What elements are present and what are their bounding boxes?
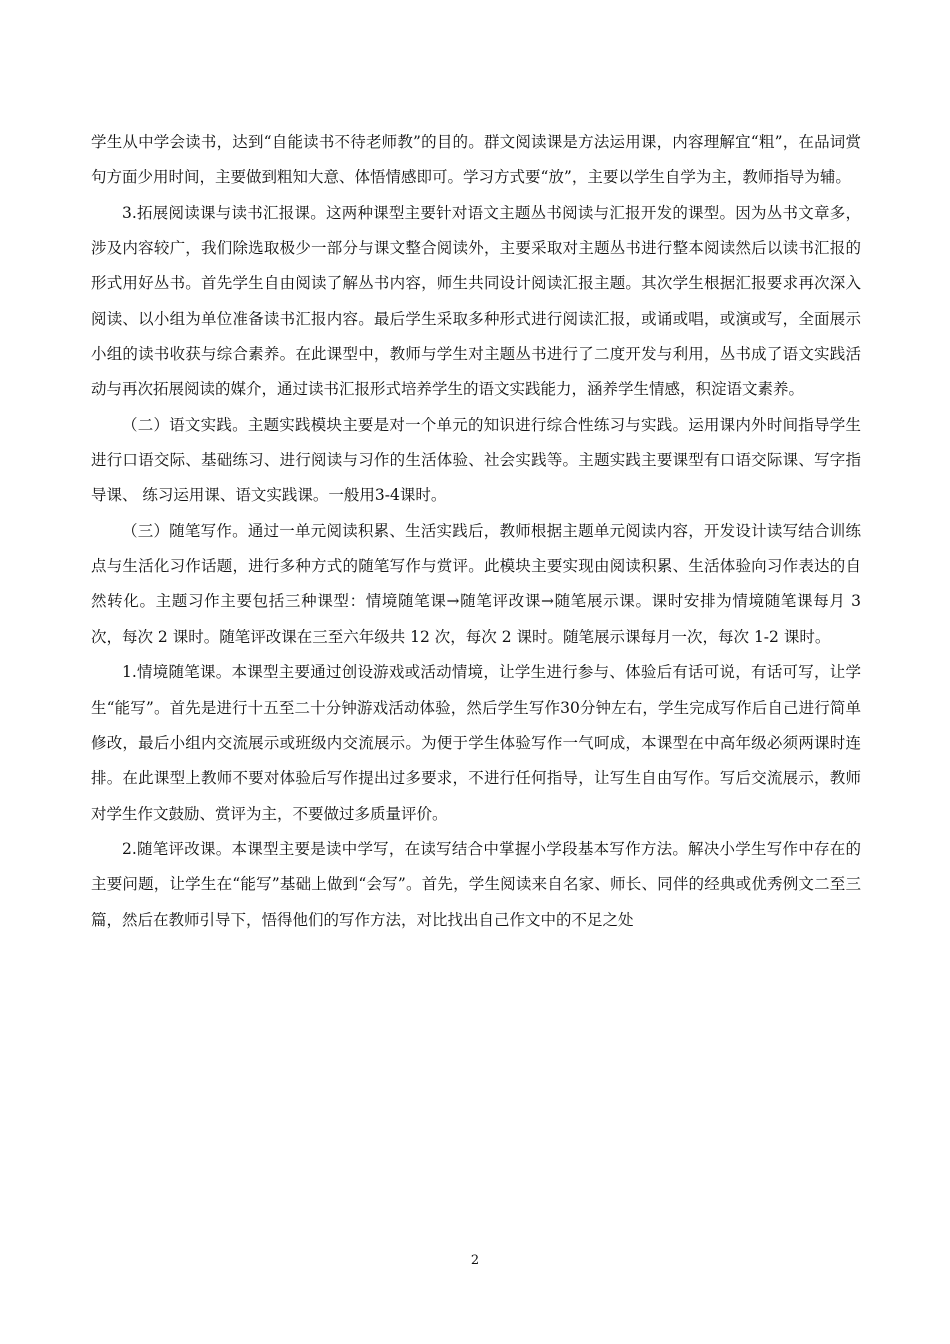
document-body [91, 125, 861, 938]
paragraph-language-practice: （二）语文实践。主题实践模块主要是对一个单元的知识进行综合性练习与实践。运用课内外时间指导学生进行口语交际、基础练习、进行阅读与习作的生活体验、社会实践等。主题实践主要课型有口语交际课、写字指导课、 练习运用课、语文实践课。一般用3-4课时。 [91, 415, 861, 505]
paragraph-essay-revision: 2.随笔评改课。本课型主要是读中学写，在读写结合中掌握小学段基本写作方法。解决小学生写作中存在的主要问题，让学生在“能写”基础上做到“会写”。首先，学生阅读来自名家、师长、同伴的经典或优秀例文二至三篇，然后在教师引导下，悟得他们的写作方法，对比找出自己作文中的不足之处 [91, 839, 861, 929]
paragraph-situational-essay: 1.情境随笔课。本课型主要通过创设游戏或活动情境，让学生进行参与、体验后有话可说，有话可写，让学生“能写”。首先是进行十五至二十分钟游戏活动体验，然后学生写作30分钟左右，学生完成写作后自己进行简单修改，最后小组内交流展示或班级内交流展示。为便于学生体验写作一气呵成，本课型在中高年级必须两课时连排。在此课型上教师不要对体验后写作提出过多要求，不进行任何指导，让写生自由写作。写后交流展示，教师对学生作文鼓励、赏评为主，不要做过多质量评价。 [91, 663, 861, 823]
paragraph-continuation: 学生从中学会读书，达到“自能读书不待老师教”的目的。群文阅读课是方法运用课，内容理解宜“粗”，在品词赏句方面少用时间，主要做到粗知大意、体悟情感即可。学习方式要“放”，主要以学生自学为主，教师指导为辅。 [91, 133, 861, 187]
paragraph-extended-reading: 3.拓展阅读课与读书汇报课。这两种课型主要针对语文主题丛书阅读与汇报开发的课型。因为丛书文章多，涉及内容较广，我们除选取极少一部分与课文整合阅读外，主要采取对主题丛书进行整本阅读然后以读书汇报的形式用好丛书。首先学生自由阅读了解丛书内容，师生共同设计阅读汇报主题。其次学生根据汇报要求再次深入阅读、以小组为单位准备读书汇报内容。最后学生采取多种形式进行阅读汇报，或诵或唱，或演或写，全面展示小组的读书收获与综合素养。在此课型中，教师与学生对主题丛书进行了二度开发与利用，丛书成了语文实践活动与再次拓展阅读的媒介，通过读书汇报形式培养学生的语文实践能力，涵养学生情感，积淀语文素养。 [91, 203, 861, 399]
page-number: 2 [470, 1253, 480, 1268]
paragraph-essay-writing: （三）随笔写作。通过一单元阅读积累、生活实践后，教师根据主题单元阅读内容，开发设计读写结合训练点与生活化习作话题，进行多种方式的随笔写作与赏评。此模块主要实现由阅读积累、生活体验向习作表达的自然转化。主题习作主要包括三种课型：情境随笔课→随笔评改课→随笔展示课。课时安排为情境随笔课每月 3 次，每次 2 课时。随笔评改课在三至六年级共 12 次，每次 2 课时。随笔展示课每月一次，每次 1-2 课时。 [91, 521, 861, 646]
